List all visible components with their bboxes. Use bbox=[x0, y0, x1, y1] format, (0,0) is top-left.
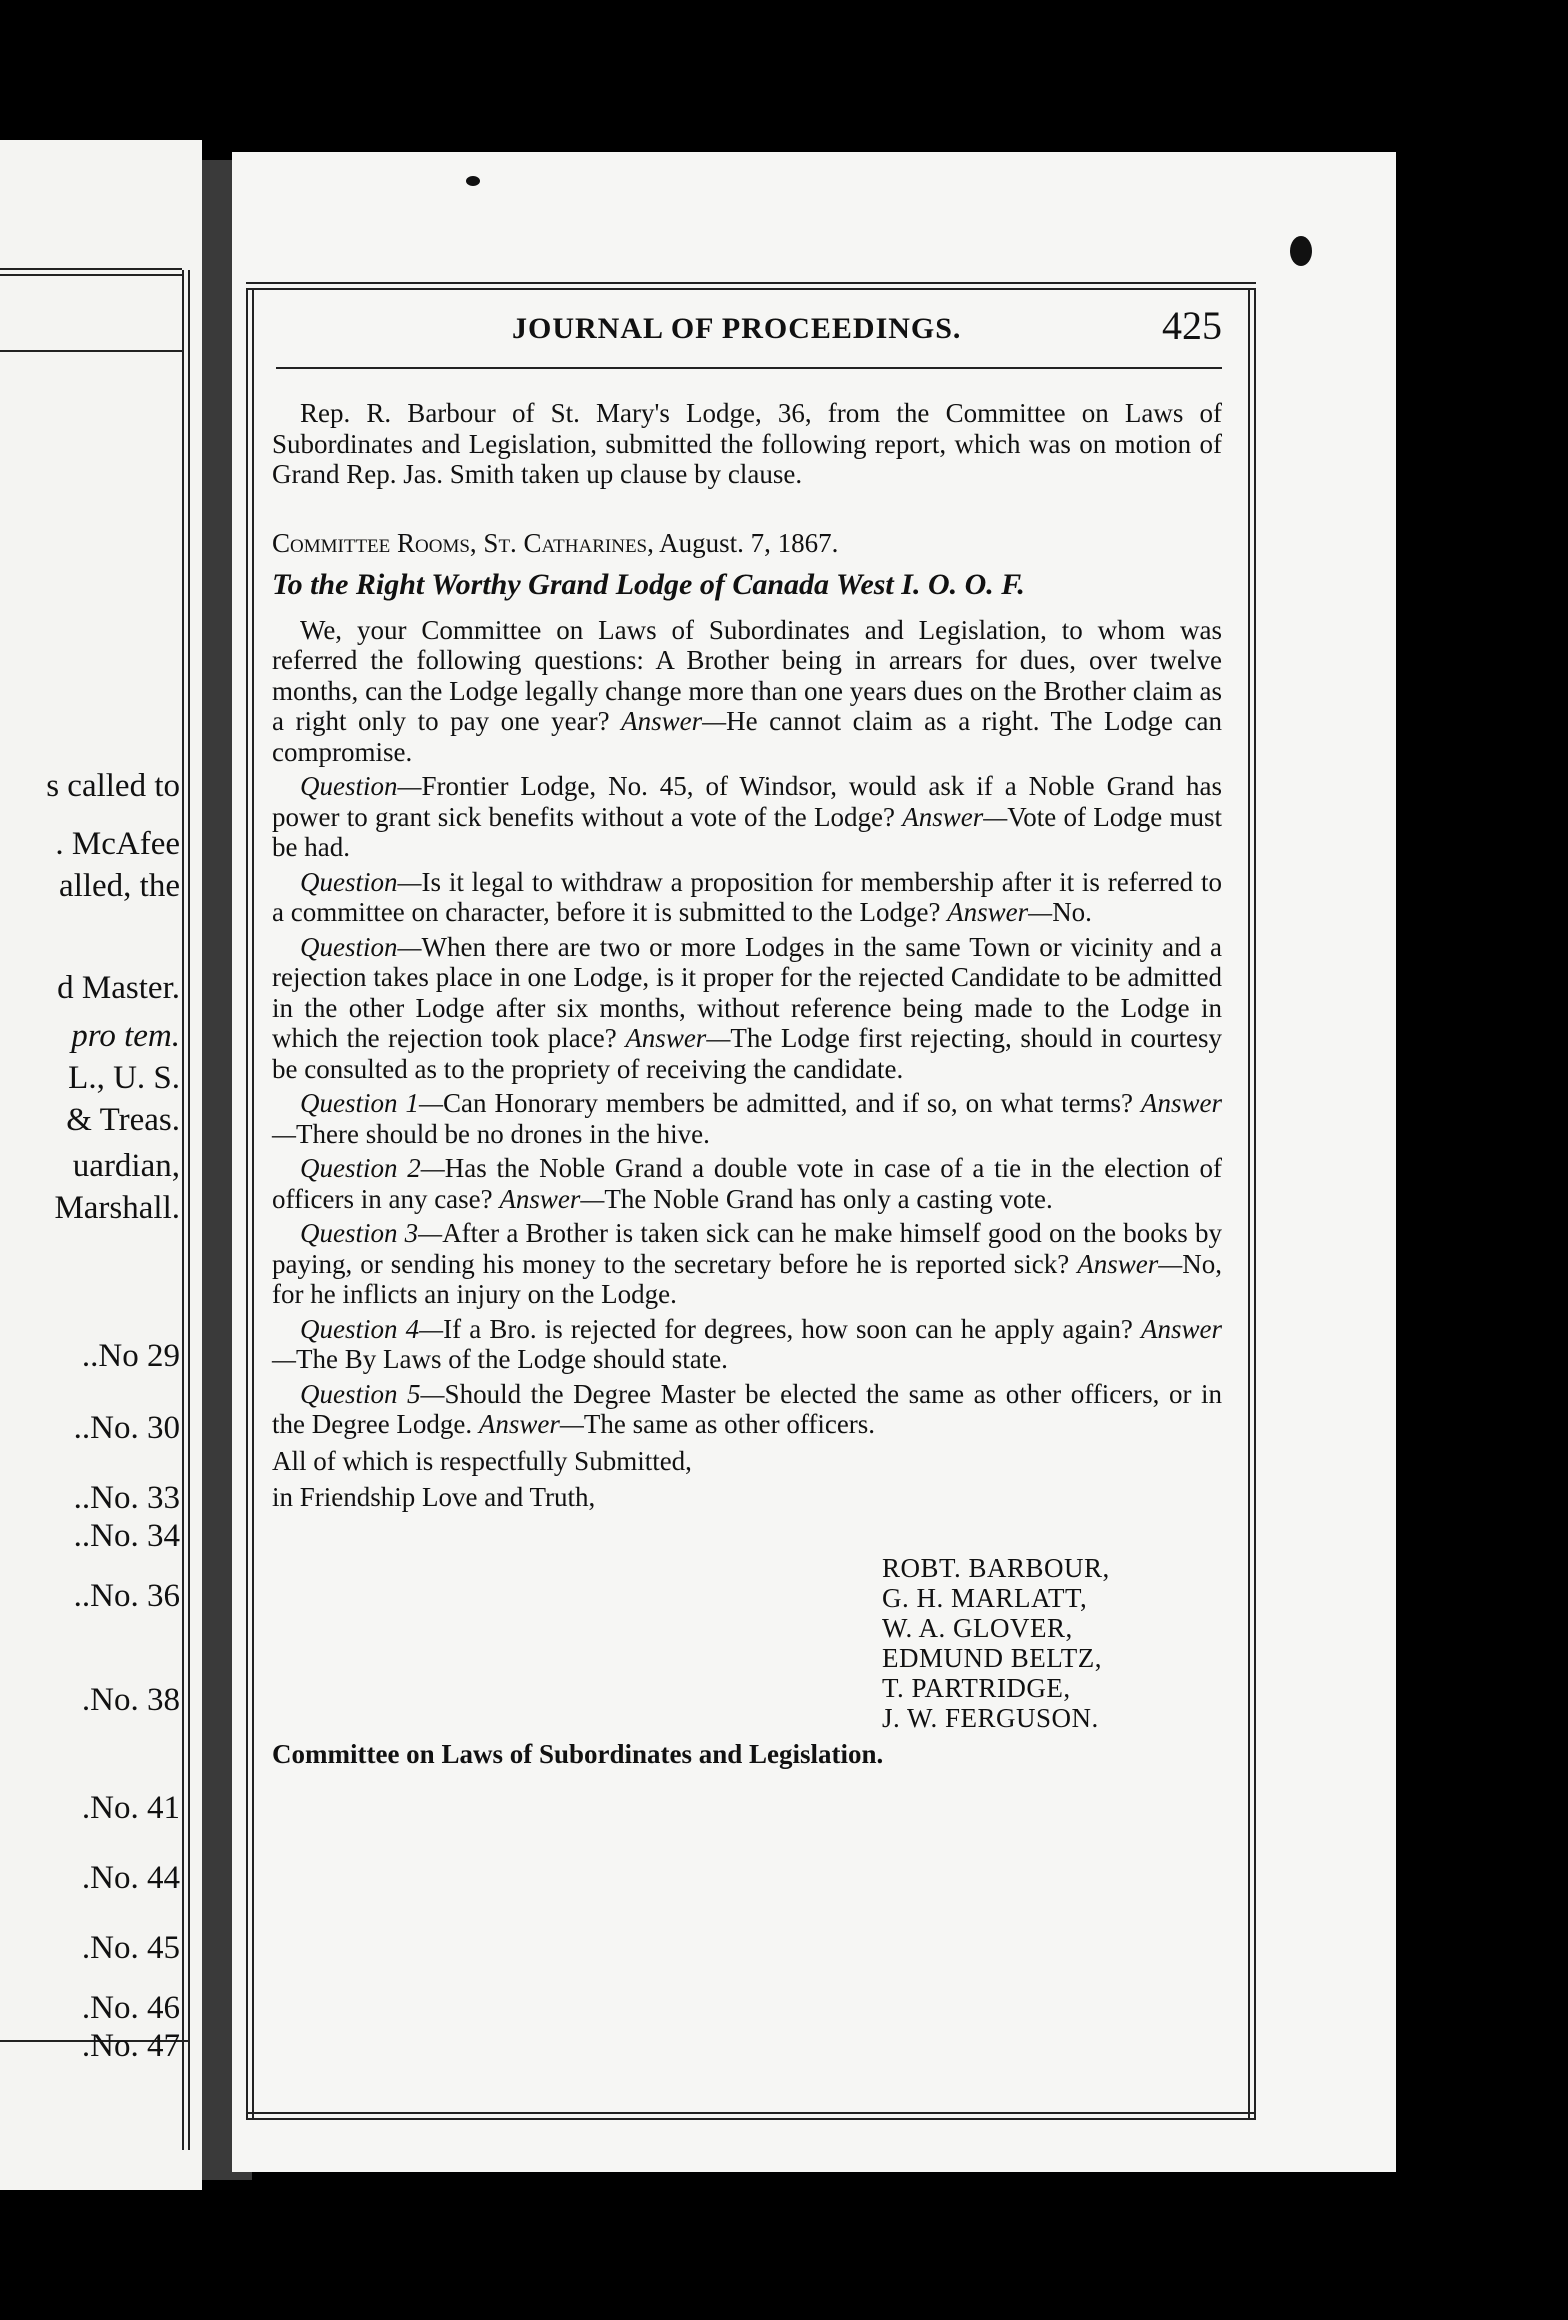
question-label: Question— bbox=[300, 771, 422, 801]
frame-left-rule bbox=[246, 290, 248, 2120]
answer-label: Answer— bbox=[947, 897, 1053, 927]
left-page-rule-top-2 bbox=[0, 274, 182, 276]
left-page-line: pro tem. bbox=[71, 1018, 180, 1054]
preamble-text: We, your Committee on Laws of Subordinates and Legislation, to whom was referred the following questions: A Brother being in arrears for dues, over twelve months, can the Lodge legally change more than one years dues on the Brother claim as a right only to pay one year? bbox=[272, 614, 1222, 736]
left-page-line: ..No 29 bbox=[81, 1338, 180, 1374]
left-page-line: Marshall. bbox=[54, 1190, 180, 1226]
main-content bbox=[272, 398, 1222, 1769]
question-label: Question 3— bbox=[300, 1218, 443, 1248]
intro-paragraph: Rep. R. Barbour of St. Mary's Lodge, 36, from the Committee on Laws of Subordinates and Legislation, submitted the following report, which was on motion of Grand Rep. Jas. Smith taken up clause by clause. bbox=[272, 398, 1222, 489]
question-label: Question 1— bbox=[300, 1088, 443, 1118]
page-number: 425 bbox=[1162, 303, 1222, 348]
question-list bbox=[272, 771, 1222, 1440]
signatory-name: W. A. GLOVER, bbox=[882, 1612, 1073, 1643]
signatory-name: G. H. MARLATT, bbox=[882, 1582, 1088, 1613]
question-paragraph bbox=[272, 867, 1222, 928]
question-text: Frontier Lodge, No. 45, of Windsor, would ask if a Noble Grand has power to grant sick benefits without a vote of the Lodge? bbox=[272, 771, 1222, 832]
left-page-line: .No. 44 bbox=[81, 1860, 180, 1896]
signatory-name: T. PARTRIDGE, bbox=[882, 1672, 1071, 1703]
answer-text: The same as other officers. bbox=[583, 1409, 876, 1439]
dateline bbox=[272, 528, 1222, 559]
frame-left-rule-2 bbox=[252, 290, 254, 2120]
left-page-line: .No. 41 bbox=[81, 1790, 180, 1826]
left-page-rule-top bbox=[0, 268, 182, 270]
answer-label: Answer— bbox=[499, 1183, 605, 1214]
question-text: If a Bro. is rejected for degrees, how soon can he apply again? bbox=[443, 1313, 1133, 1344]
left-page-line: d Master. bbox=[57, 970, 180, 1006]
question-label: Question— bbox=[300, 866, 422, 897]
closing-line: All of which is respectfully Submitted, bbox=[272, 1445, 692, 1476]
address-line: To the Right Worthy Grand Lodge of Canada West I. O. O. F. bbox=[272, 568, 1025, 601]
question-text: Has the Noble Grand a double vote in case of a tie in the election of officers in any case? bbox=[272, 1153, 1222, 1214]
answer-text: No. bbox=[1052, 897, 1092, 927]
running-title: JOURNAL OF PROCEEDINGS. bbox=[512, 312, 962, 345]
dateline-place: Committee Rooms, St. Catharines, bbox=[272, 527, 654, 558]
question-text: When there are two or more Lodges in the same Town or vicinity and a rejection takes place in one Lodge, is it proper for the rejected Candidate to be admitted in the other Lodge after six months, without reference being made to the Lodge in which the rejection took place? bbox=[272, 931, 1222, 1053]
question-text: Can Honorary members be admitted, and if so, on what terms? bbox=[442, 1088, 1134, 1118]
frame-bottom-rule bbox=[246, 2112, 1256, 2114]
page-header bbox=[272, 298, 1222, 358]
signatory-name: EDMUND BELTZ, bbox=[882, 1642, 1102, 1673]
ink-blot-decoration bbox=[1290, 236, 1312, 266]
left-page-fragment bbox=[0, 140, 202, 2190]
answer-text: The Noble Grand has only a casting vote. bbox=[604, 1183, 1053, 1214]
left-page-line: .No. 47 bbox=[81, 2028, 180, 2064]
committee-name-line: Committee on Laws of Subordinates and Legislation. bbox=[272, 1738, 884, 1769]
answer-label: Answer— bbox=[272, 1313, 1223, 1374]
left-page-line: s called to bbox=[46, 768, 180, 804]
question-text: Should the Degree Master be elected the same as other officers, or in the Degree Lodge. bbox=[272, 1378, 1222, 1439]
signatory-name: ROBT. BARBOUR, bbox=[882, 1552, 1110, 1583]
question-paragraph bbox=[272, 771, 1222, 863]
left-page-line: ..No. 33 bbox=[73, 1480, 180, 1516]
question-label: Question 2— bbox=[300, 1153, 445, 1183]
frame-top-rule bbox=[246, 282, 1256, 284]
report-body bbox=[272, 615, 1222, 1440]
frame-top-rule-2 bbox=[246, 288, 1256, 290]
left-page-line: ..No. 30 bbox=[73, 1410, 180, 1446]
answer-text: The By Laws of the Lodge should state. bbox=[296, 1344, 728, 1374]
left-page-line: alled, the bbox=[59, 868, 180, 904]
ink-speck-decoration bbox=[466, 176, 480, 186]
question-paragraph bbox=[272, 932, 1222, 1085]
answer-label: Answer— bbox=[625, 1023, 731, 1053]
left-page-line: .No. 46 bbox=[81, 1990, 180, 2026]
preamble-paragraph bbox=[272, 615, 1222, 768]
question-text: After a Brother is taken sick can he make himself good on the books by paying, or sending his money to the secretary before he is reported sick? bbox=[272, 1218, 1222, 1279]
question-label: Question 4— bbox=[300, 1313, 444, 1344]
answer-text: The Lodge first rejecting, should in courtesy be consulted as to the propriety of receiving the candidate. bbox=[272, 1023, 1222, 1084]
question-paragraph bbox=[272, 1153, 1222, 1214]
frame-right-rule-2 bbox=[1254, 290, 1256, 2120]
question-label: Question— bbox=[300, 931, 422, 962]
spacer bbox=[472, 1409, 479, 1439]
answer-label: Answer— bbox=[1077, 1248, 1183, 1279]
question-paragraph bbox=[272, 1088, 1222, 1149]
question-paragraph bbox=[272, 1379, 1222, 1440]
left-page-line: ..No. 36 bbox=[73, 1578, 180, 1614]
left-page-line: ..No. 34 bbox=[73, 1518, 180, 1554]
question-paragraph bbox=[272, 1218, 1222, 1310]
answer-label: Answer— bbox=[272, 1088, 1223, 1149]
signatory-list bbox=[882, 1553, 1222, 1733]
answer-text: There should be no drones in the hive. bbox=[296, 1118, 710, 1149]
dateline-date: August. 7, 1867. bbox=[659, 527, 839, 558]
preamble-answer-label: Answer— bbox=[621, 706, 727, 736]
left-page-line: .No. 38 bbox=[81, 1682, 180, 1718]
left-page-line: & Treas. bbox=[66, 1102, 180, 1138]
frame-bottom-rule-2 bbox=[246, 2118, 1256, 2120]
left-page-vrule bbox=[182, 270, 184, 2150]
question-paragraph bbox=[272, 1314, 1222, 1375]
valediction-line: in Friendship Love and Truth, bbox=[272, 1482, 596, 1512]
answer-label: Answer— bbox=[478, 1409, 584, 1439]
frame-right-rule bbox=[1248, 290, 1250, 2120]
answer-text: Vote of Lodge must be had. bbox=[272, 801, 1223, 862]
signatory-name: J. W. FERGUSON. bbox=[882, 1702, 1099, 1733]
left-page-vrule-2 bbox=[188, 270, 190, 2150]
spacer bbox=[1133, 1088, 1141, 1118]
question-text: Is it legal to withdraw a proposition for membership after it is referred to a committee on character, before it is submitted to the Lodge? bbox=[272, 866, 1222, 927]
left-page-line: .No. 45 bbox=[81, 1930, 180, 1966]
header-rule bbox=[276, 367, 1222, 369]
left-page-rule-header bbox=[0, 350, 182, 352]
answer-text: No, for he inflicts an injury on the Lodge. bbox=[272, 1248, 1223, 1309]
left-page-line: uardian, bbox=[72, 1148, 180, 1184]
answer-label: Answer— bbox=[902, 801, 1008, 832]
left-page-line: L., U. S. bbox=[68, 1060, 180, 1096]
spacer bbox=[1133, 1314, 1141, 1344]
left-page-line: . McAfee bbox=[55, 826, 180, 862]
question-label: Question 5— bbox=[300, 1378, 445, 1409]
preamble-answer-text: He cannot claim as a right. The Lodge can compromise. bbox=[272, 706, 1222, 767]
